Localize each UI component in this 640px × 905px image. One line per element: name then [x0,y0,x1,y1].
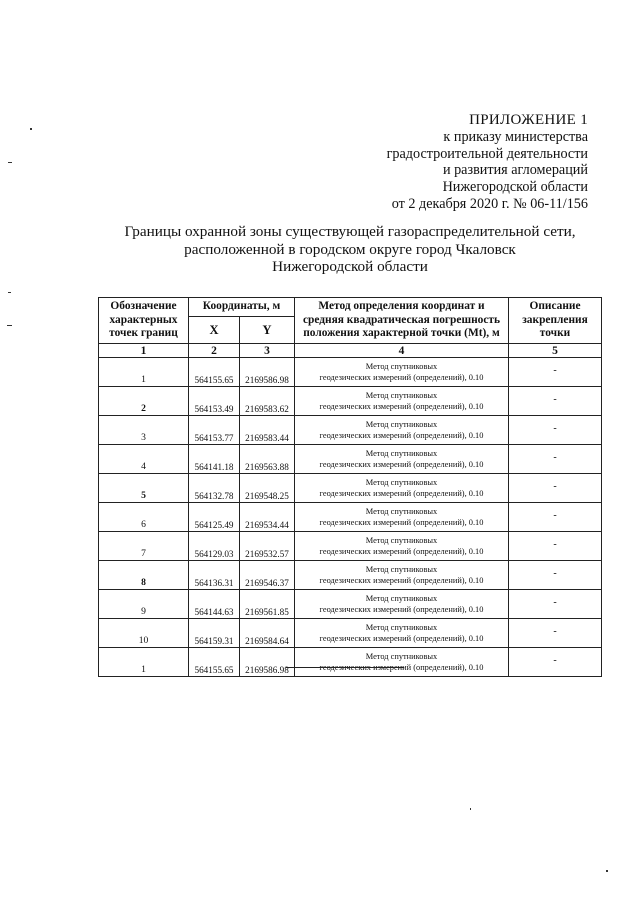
header-method [295,298,509,344]
method-text: геодезических измерений (определений), 0.10 [319,489,484,498]
method-text: Метод спутниковых [365,419,438,429]
x-coordinate-cell: 564136.31 [189,561,240,590]
description-cell: - [509,445,602,474]
x-coordinate-cell: 564153.77 [189,416,240,445]
header-text: точек границ [109,327,178,340]
description-cell: - [509,416,602,445]
method-text: Метод спутниковых [365,564,438,574]
point-number-cell: 4 [99,445,189,474]
scan-speck [8,162,12,163]
end-of-document-line [286,667,404,668]
y-coordinate-cell: 2169586.98 [240,648,295,677]
appendix-block [387,112,588,213]
description-cell: - [509,619,602,648]
y-coordinate-cell: 2169563.88 [240,445,295,474]
appendix-order-line: от 2 декабря 2020 г. № 06-11/156 [391,195,588,212]
table-row [99,590,602,619]
y-coordinate-cell: 2169584.64 [240,619,295,648]
table-row [99,503,602,532]
column-number: 5 [509,344,602,358]
description-cell: - [509,532,602,561]
table-row [99,416,602,445]
y-coordinate-cell: 2169586.98 [240,358,295,387]
header-text: Метод определения координат и [318,300,485,313]
method-cell [295,561,509,590]
table-row [99,648,602,677]
scan-speck [7,325,12,326]
description-cell: - [509,474,602,503]
x-coordinate-cell: 564155.65 [189,648,240,677]
method-text: геодезических измерений (определений), 0.10 [319,431,484,440]
point-number-cell: 8 [99,561,189,590]
title-line: расположенной в городском округе город Чкаловск [184,240,516,258]
method-cell [295,387,509,416]
y-coordinate-cell: 2169548.25 [240,474,295,503]
method-text: Метод спутниковых [365,651,438,661]
method-text: Метод спутниковых [365,390,438,400]
y-coordinate-cell: 2169583.62 [240,387,295,416]
method-text: Метод спутниковых [365,535,438,545]
column-number: 3 [240,344,295,358]
point-number-cell: 10 [99,619,189,648]
title-line: Границы охранной зоны существующей газораспределительной сети, [124,223,576,240]
x-coordinate-cell: 564144.63 [189,590,240,619]
y-coordinate-cell: 2169561.85 [240,590,295,619]
method-text: геодезических измерений (определений), 0.10 [319,634,484,643]
method-text: геодезических измерений (определений), 0.10 [319,460,484,469]
x-coordinate-cell: 564159.31 [189,619,240,648]
table-row [99,358,602,387]
header-text: положения характерной точки (Mt), м [303,327,500,340]
x-coordinate-cell: 564125.49 [189,503,240,532]
header-description [509,298,602,344]
description-cell: - [509,561,602,590]
point-number-cell: 3 [99,416,189,445]
header-point-designation [99,298,189,344]
method-cell [295,532,509,561]
scan-speck [8,292,11,293]
appendix-heading: ПРИЛОЖЕНИЕ 1 [469,112,588,128]
x-coordinate-cell: 564155.65 [189,358,240,387]
x-coordinate-cell: 564153.49 [189,387,240,416]
title-line: Нижегородской области [272,258,428,275]
description-cell: - [509,503,602,532]
table-row [99,445,602,474]
header-y: Y [240,317,295,344]
y-coordinate-cell: 2169546.37 [240,561,295,590]
method-cell [295,416,509,445]
header-text: закрепления [522,313,588,326]
description-cell: - [509,387,602,416]
scan-speck [470,808,471,810]
method-cell [295,648,509,677]
method-text: геодезических измерений (определений), 0.10 [319,605,484,614]
scan-speck [606,870,608,872]
column-number: 4 [295,344,509,358]
method-cell [295,619,509,648]
header-x: X [189,317,240,344]
method-text: Метод спутниковых [365,593,438,603]
method-cell [295,590,509,619]
document-title [100,223,600,276]
description-cell: - [509,590,602,619]
appendix-line: к приказу министерства [443,128,588,145]
table-row [99,474,602,503]
method-text: Метод спутниковых [365,448,438,458]
method-cell [295,474,509,503]
method-text: геодезических измерений (определений), 0.10 [319,663,484,672]
column-number: 2 [189,344,240,358]
y-coordinate-cell: 2169534.44 [240,503,295,532]
point-number-cell: 6 [99,503,189,532]
method-text: геодезических измерений (определений), 0.10 [319,402,484,411]
header-coordinates: Координаты, м [189,298,295,317]
method-cell [295,503,509,532]
scan-speck [30,128,32,130]
x-coordinate-cell: 564141.18 [189,445,240,474]
point-number-cell: 1 [99,358,189,387]
header-text: Описание [529,300,581,313]
header-text: точки [539,327,571,340]
column-number: 1 [99,344,189,358]
point-number-cell: 2 [99,387,189,416]
method-text: Метод спутниковых [365,622,438,632]
method-text: геодезических измерений (определений), 0.10 [319,547,484,556]
table-header-row [99,298,602,317]
method-text: Метод спутниковых [365,506,438,516]
appendix-line: градостроительной деятельности [386,145,588,162]
method-text: геодезических измерений (определений), 0.10 [319,518,484,527]
method-text: Метод спутниковых [365,361,438,371]
point-number-cell: 7 [99,532,189,561]
appendix-line: Нижегородской области [442,179,588,196]
table-row [99,619,602,648]
table-row [99,532,602,561]
y-coordinate-cell: 2169583.44 [240,416,295,445]
point-number-cell: 5 [99,474,189,503]
header-text: Обозначение [110,300,177,313]
x-coordinate-cell: 564129.03 [189,532,240,561]
y-coordinate-cell: 2169532.57 [240,532,295,561]
header-text: характерных [109,313,178,326]
method-cell [295,445,509,474]
description-cell: - [509,358,602,387]
header-text: средняя квадратическая погрешность [303,313,500,326]
column-number-row [99,344,602,358]
appendix-line: и развития агломераций [442,162,588,179]
method-text: геодезических измерений (определений), 0.10 [319,576,484,585]
table-row [99,561,602,590]
point-number-cell: 9 [99,590,189,619]
table-row [99,387,602,416]
point-number-cell: 1 [99,648,189,677]
method-text: Метод спутниковых [365,477,438,487]
method-text: геодезических измерений (определений), 0.10 [319,373,484,382]
x-coordinate-cell: 564132.78 [189,474,240,503]
method-cell [295,358,509,387]
boundary-points-table [98,297,602,677]
description-cell: - [509,648,602,677]
